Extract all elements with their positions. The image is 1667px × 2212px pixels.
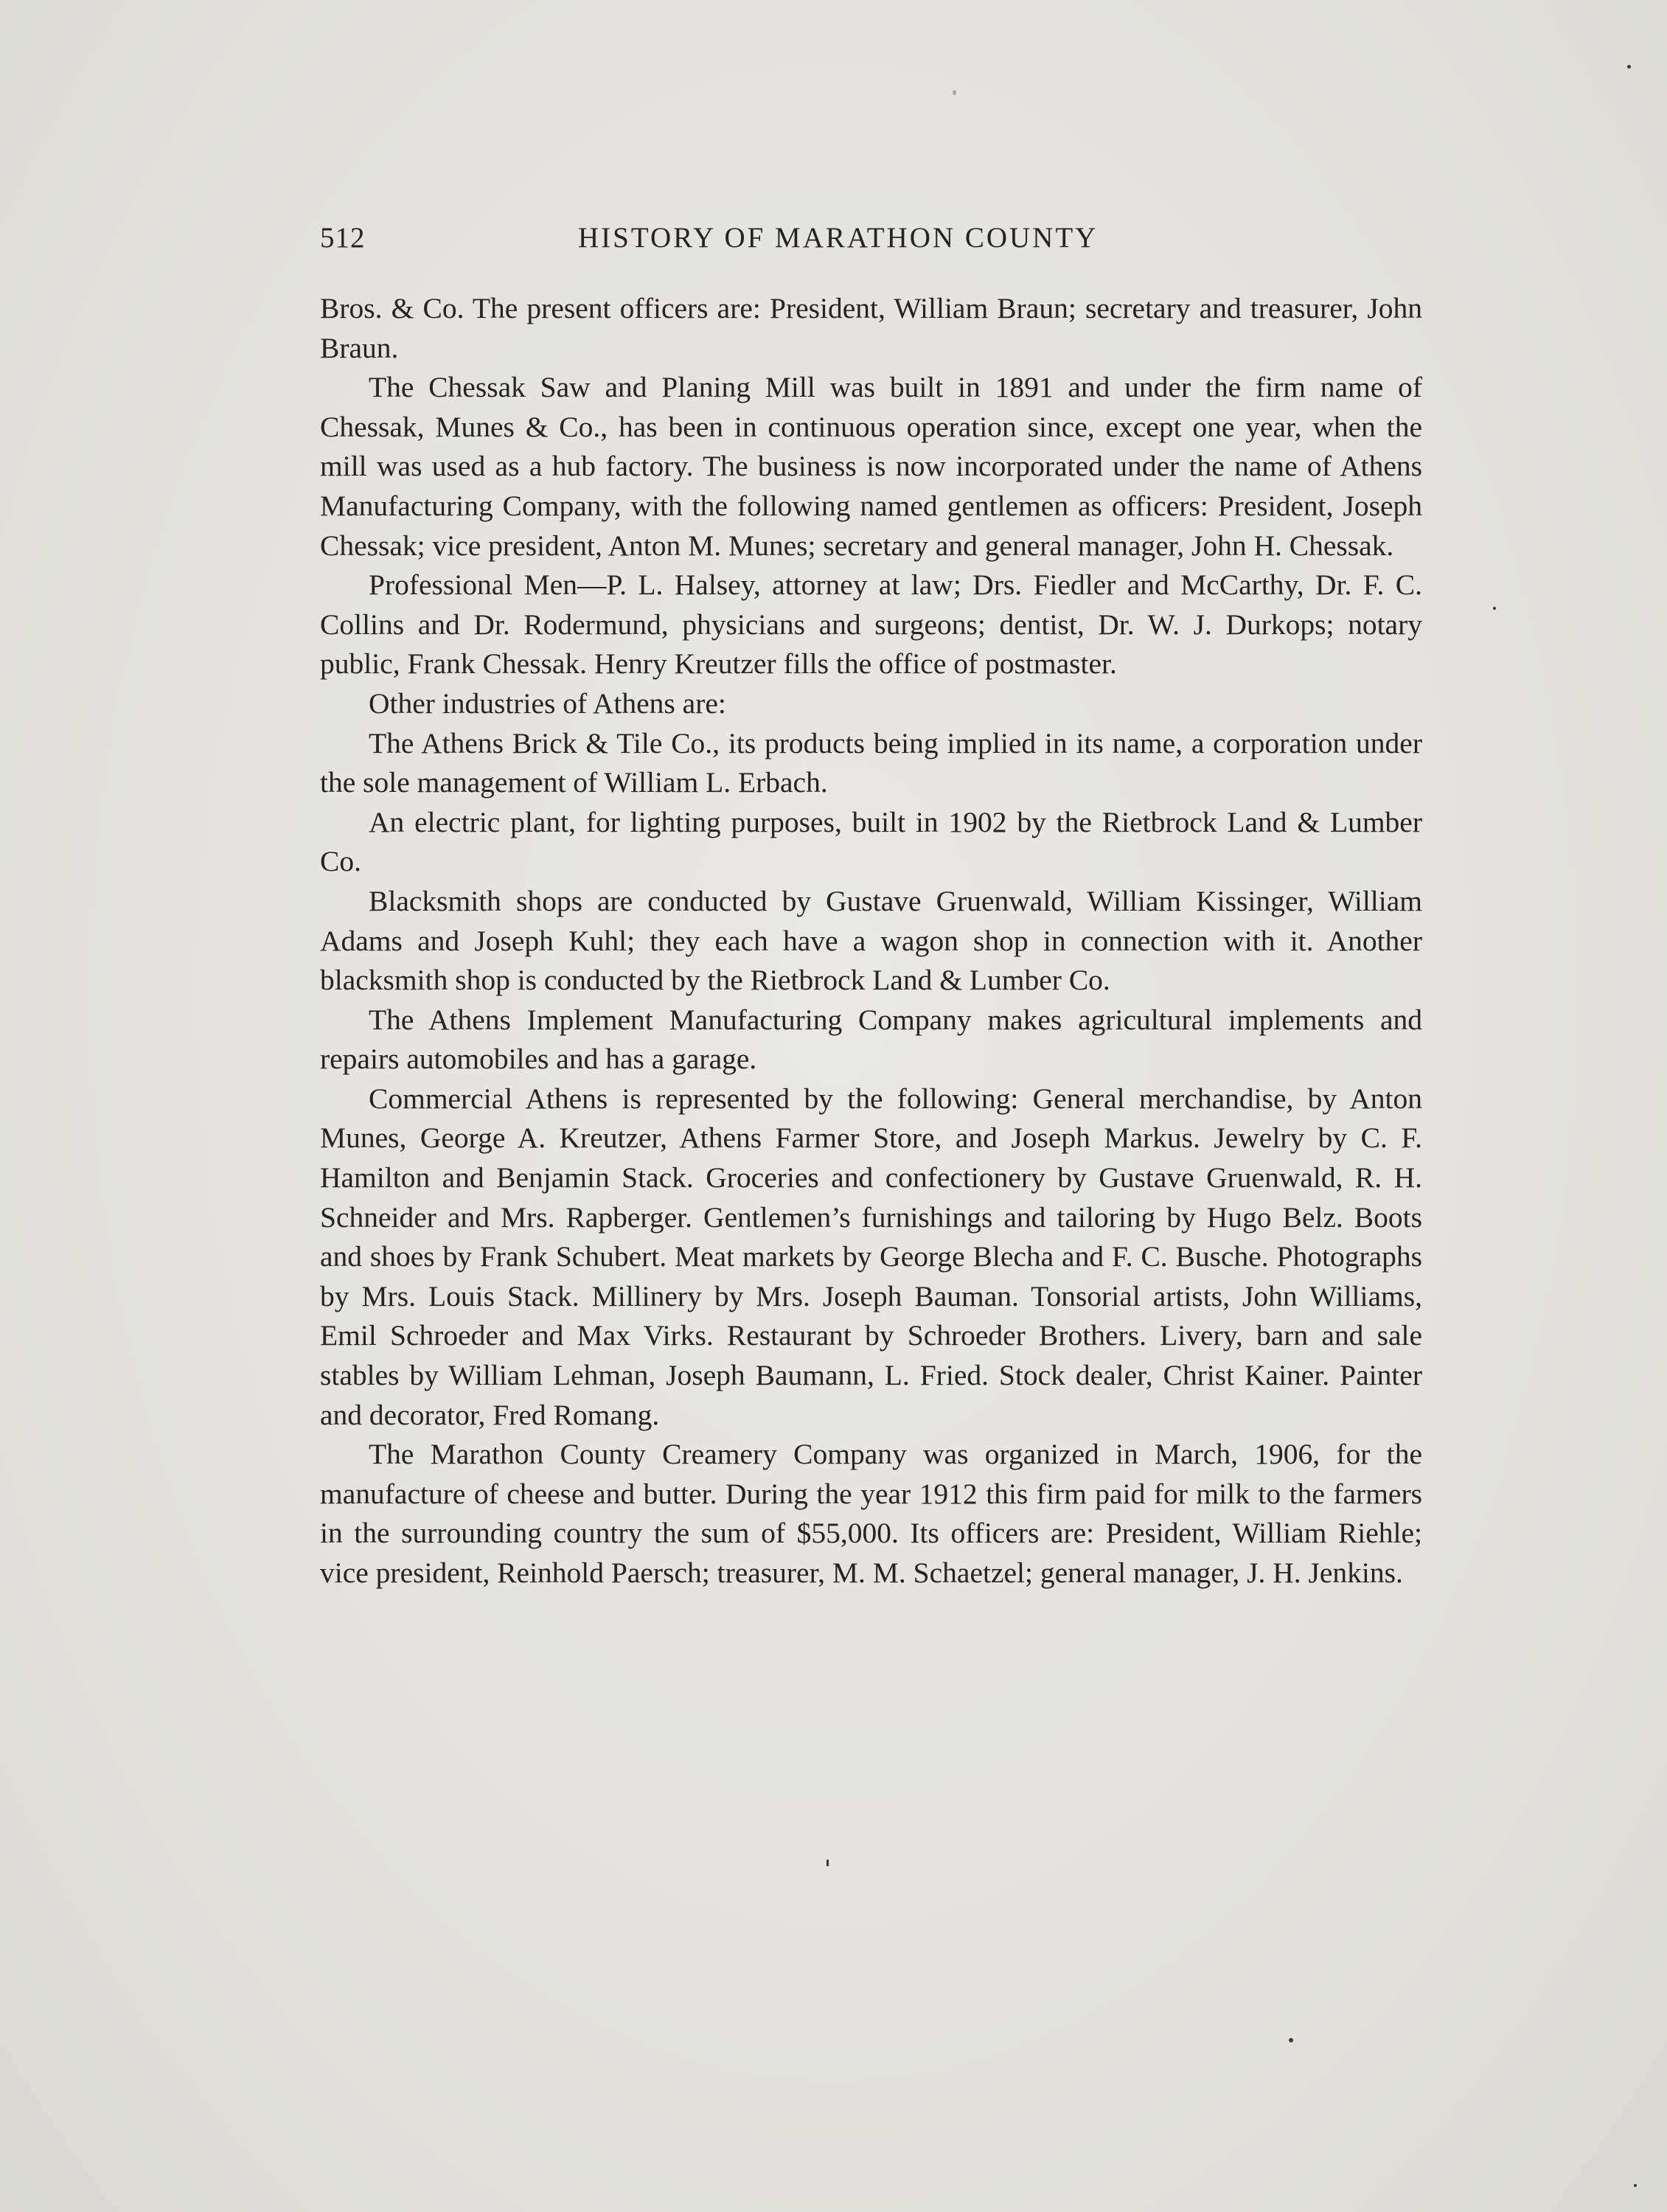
paragraph-professional-men: Professional Men—P. L. Halsey, attorney at law; Drs. Fiedler and McCarthy, Dr. F. C. Collins and Dr. Rodermund, physicians and surgeons; dentist, Dr. W. J. Durkops; notary public, Frank Chessak. Henry Kreutzer fills the office of postmaster. bbox=[320, 568, 1422, 681]
paper-speck bbox=[1634, 2184, 1637, 2187]
paper-speck bbox=[953, 90, 956, 95]
body-text bbox=[320, 289, 1422, 1593]
paper-speck bbox=[826, 1860, 829, 1866]
paragraph-chessak-mill: The Chessak Saw and Planing Mill was built in 1891 and under the firm name of Chessak, Munes & Co., has been in continuous operation since, except one year, when the mill was used as a hub factory. The business is now incorporated under the name of Athens Manufacturing Company, with the following named gentlemen as officers: President, Joseph Chessak; vice president, Anton M. Munes; secretary and general manager, John H. Chessak. bbox=[320, 371, 1422, 562]
paper-speck bbox=[1627, 65, 1631, 69]
page-header bbox=[320, 221, 1411, 265]
paragraph-creamery: The Marathon County Creamery Company was organized in March, 1906, for the manufacture of cheese and butter. During the year 1912 this firm paid for milk to the farmers in the surrounding country the sum of $55,000. Its officers are: President, William Riehle; vice president, Reinhold Paersch; treasurer, M. M. Schaetzel; general manager, J. H. Jenkins. bbox=[320, 1438, 1422, 1589]
paper-speck bbox=[1493, 607, 1496, 610]
paragraph-commercial: Commercial Athens is represented by the following: General merchandise, by Anton Munes, George A. Kreutzer, Athens Farmer Store, and Joseph Markus. Jewelry by C. F. Hamilton and Benjamin Stack. Groceries and confectionery by Gustave Gruenwald, R. H. Schneider and Mrs. Rapberger. Gentlemen’s furnishings and tailoring by Hugo Belz. Boots and shoes by Frank Schubert. Meat markets by George Blecha and F. C. Busche. Photographs by Mrs. Louis Stack. Millinery by Mrs. Joseph Bauman. Tonsorial artists, John Williams, Emil Schroeder and Max Virks. Restaurant by Schroeder Brothers. Livery, barn and sale stables by William Lehman, Joseph Baumann, L. Fried. Stock dealer, Christ Kainer. Painter and decorator, Fred Romang. bbox=[320, 1082, 1422, 1431]
paragraph-blacksmith: Blacksmith shops are conducted by Gustave Gruenwald, William Kissinger, William Adams and Joseph Kuhl; they each have a wagon shop in connection with it. Another blacksmith shop is conducted by the Rietbrock Land & Lumber Co. bbox=[320, 884, 1422, 997]
paragraph-other-industries: Other industries of Athens are: bbox=[369, 686, 726, 720]
paper-speck bbox=[1289, 2038, 1293, 2042]
paragraph-electric-plant: An electric plant, for lighting purposes, built in 1902 by the Rietbrock Land & Lumber Co. bbox=[320, 805, 1422, 878]
paragraph-implement-company: The Athens Implement Manufacturing Company makes agricultural implements and repairs automobiles and has a garage. bbox=[320, 1003, 1422, 1076]
paragraph-continuation: Bros. & Co. The present officers are: President, William Braun; secretary and treasurer, John Braun. bbox=[320, 292, 1422, 364]
paragraph-brick-tile: The Athens Brick & Tile Co., its products being implied in its name, a corporation under the sole management of William L. Erbach. bbox=[320, 726, 1422, 799]
page-number: 512 bbox=[320, 222, 366, 254]
running-title: HISTORY OF MARATHON COUNTY bbox=[578, 222, 1099, 254]
